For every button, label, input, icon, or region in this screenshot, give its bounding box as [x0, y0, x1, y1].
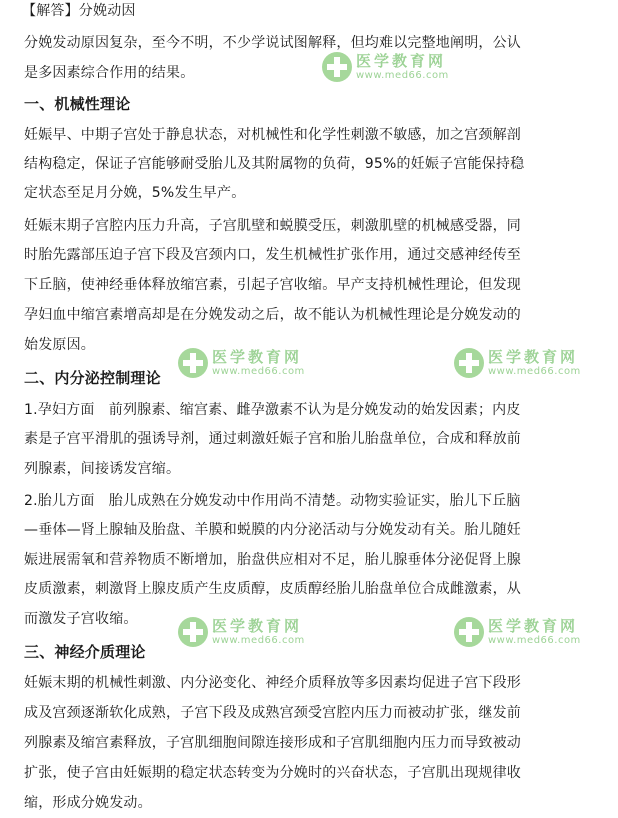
section-3-para-1-line-5: 缩，形成分娩发动。: [24, 795, 152, 811]
answer-header: 【解答】分娩动因: [22, 3, 136, 19]
watermark-logo: [322, 50, 449, 84]
section-2-para-2-line-4: 皮质激素，刺激肾上腺皮质产生皮质醇，皮质醇经胎儿胎盘单位合成雌激素，从: [24, 581, 521, 597]
watermark-name: 医学教育网: [356, 51, 447, 70]
section-1-para-1-line-2: 结构稳定，保证子宫能够耐受胎儿及其附属物的负荷，95%的妊娠子宫能保持稳: [24, 156, 525, 172]
watermark-url: www.med66.com: [356, 69, 449, 81]
green-cross-circle-icon: [454, 348, 484, 378]
watermark-name: 医学教育网: [212, 347, 303, 366]
section-3-para-1-line-3: 列腺素及缩宫素释放，子宫肌细胞间隙连接形成和子宫肌细胞内压力而导致被动: [24, 735, 521, 751]
section-2-para-2-line-5: 而激发子宫收缩。: [24, 611, 138, 627]
watermark-url: www.med66.com: [212, 365, 305, 377]
section-1-para-1-line-1: 妊娠早、中期子宫处于静息状态，对机械性和化学性刺激不敏感，加之宫颈解剖: [24, 127, 521, 143]
section-1-title: 一、机械性理论: [24, 95, 131, 113]
watermark-name: 医学教育网: [488, 616, 579, 635]
watermark-name: 医学教育网: [212, 616, 303, 635]
section-1-para-2-line-1: 妊娠末期子宫腔内压力升高，子宫肌壁和蜕膜受压，刺激肌壁的机械感受器，同: [24, 218, 521, 234]
watermark-logo: [454, 615, 581, 649]
section-1-para-2-line-4: 孕妇血中缩宫素增高却是在分娩发动之后，故不能认为机械性理论是分娩发动的: [24, 307, 521, 323]
green-cross-circle-icon: [322, 52, 352, 82]
section-3-para-1-line-4: 扩张，使子宫由妊娠期的稳定状态转变为分娩时的兴奋状态，子宫肌出现规律收: [24, 765, 521, 781]
section-3-para-1-line-2: 成及宫颈逐渐软化成熟，子宫下段及成熟宫颈受宫腔内压力而被动扩张，继发前: [24, 705, 521, 721]
watermark-name: 医学教育网: [488, 347, 579, 366]
section-2-para-1-line-3: 列腺素，间接诱发宫缩。: [24, 461, 181, 477]
green-cross-circle-icon: [178, 617, 208, 647]
section-2-para-1-line-1: 1.孕妇方面 前列腺素、缩宫素、雌孕激素不认为是分娩发动的始发因素；内皮: [24, 402, 521, 418]
intro-line-2: 是多因素综合作用的结果。: [24, 65, 195, 81]
watermark-logo: [454, 346, 581, 380]
section-1-para-1-line-3: 定状态至足月分娩，5%发生早产。: [24, 185, 246, 201]
section-2-para-2-line-3: 娠进展需氧和营养物质不断增加，胎盘供应相对不足，胎儿腺垂体分泌促肾上腺: [24, 552, 521, 568]
watermark-url: www.med66.com: [488, 365, 581, 377]
intro-line-1: 分娩发动原因复杂，至今不明，不少学说试图解释，但均难以完整地阐明，公认: [24, 35, 521, 51]
section-2-para-2-line-1: 2.胎儿方面 胎儿成熟在分娩发动中作用尚不清楚。动物实验证实，胎儿下丘脑: [24, 493, 521, 509]
section-3-title: 三、神经介质理论: [24, 643, 146, 661]
section-2-para-1-line-2: 素是子宫平滑肌的强诱导剂，通过刺激妊娠子宫和胎儿胎盘单位，合成和释放前: [24, 431, 521, 447]
section-3-para-1-line-1: 妊娠末期的机械性刺激、内分泌变化、神经介质释放等多因素均促进子宫下段形: [24, 675, 521, 691]
section-2-para-2-line-2: —垂体—肾上腺轴及胎盘、羊膜和蜕膜的内分泌活动与分娩发动有关。胎儿随妊: [24, 522, 521, 538]
watermark-logo: [178, 346, 305, 380]
watermark-url: www.med66.com: [488, 634, 581, 646]
green-cross-circle-icon: [178, 348, 208, 378]
watermark-url: www.med66.com: [212, 634, 305, 646]
section-2-title: 二、内分泌控制理论: [24, 369, 161, 387]
green-cross-circle-icon: [454, 617, 484, 647]
watermark-logo: [178, 615, 305, 649]
section-1-para-2-line-5: 始发原因。: [24, 337, 95, 353]
section-1-para-2-line-3: 下丘脑，使神经垂体释放缩宫素，引起子宫收缩。早产支持机械性理论，但发现: [24, 277, 521, 293]
section-1-para-2-line-2: 时胎先露部压迫子宫下段及宫颈内口，发生机械性扩张作用，通过交感神经传至: [24, 247, 521, 263]
